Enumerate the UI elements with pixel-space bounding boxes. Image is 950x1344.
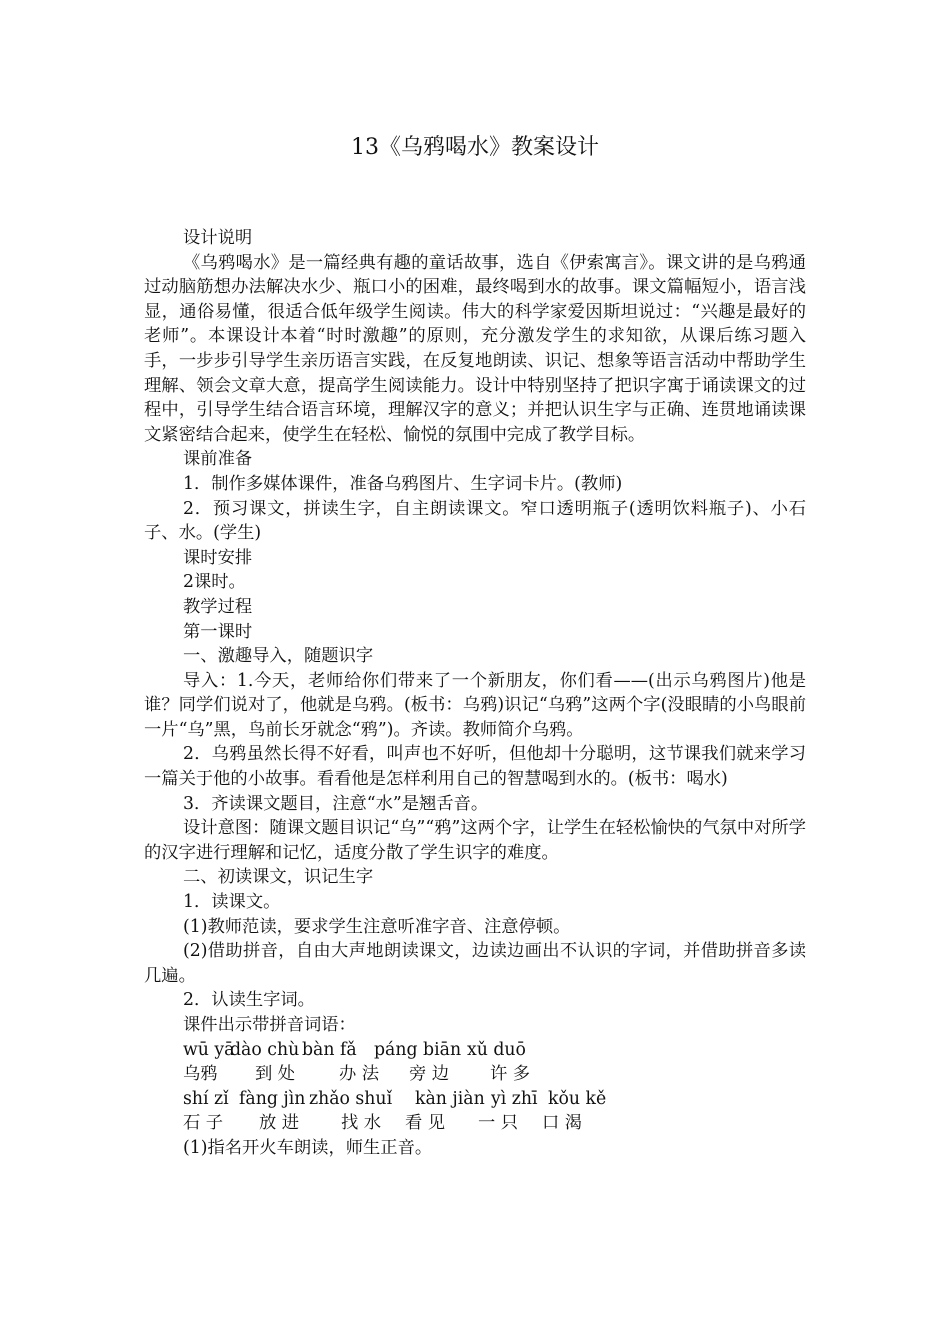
vocab-word: 放 进 [259,1113,300,1134]
vocab-row2-chars [144,1111,806,1136]
paragraph-pinyin-reading: (2)借助拼音，自由大声地朗读课文，边读边画出不认识的字词，并借助拼音多读几遍。 [144,941,806,986]
vocab-row1-chars [144,1062,806,1087]
vocab-word: 到 处 [255,1064,296,1085]
paragraph-read-text: 1．读课文。 [183,892,281,913]
vocab-pinyin: yì zhī [491,1088,538,1109]
section-heading-schedule: 课时安排 [183,547,253,568]
document-body [144,226,806,1161]
vocab-word: 办 法 [339,1064,380,1085]
section-heading-process: 教学过程 [183,596,253,617]
vocab-pinyin: kǒu kě [548,1088,607,1109]
vocab-pinyin: zhǎo shuǐ [309,1088,393,1109]
vocab-word: 看 见 [405,1113,446,1134]
vocab-pinyin: shí zǐ [183,1088,229,1109]
vocab-pinyin: páng biān [374,1039,462,1060]
vocab-pinyin: kàn jiàn [415,1088,485,1109]
paragraph-prep-1: 1．制作多媒体课件，准备乌鸦图片、生字词卡片。(教师) [183,473,623,494]
paragraph-design-notes: 《乌鸦喝水》是一篇经典有趣的童话故事，选自《伊索寓言》。课文讲的是乌鸦通过动脑筋想办法解决水少、瓶口小的困难，最终喝到水的故事。课文篇幅短小，语言浅显，通俗易懂，很适合低年级学生阅读。伟大的科学家爱因斯坦说过：“兴趣是最好的老师”。本课设计本着“时时激趣”的原则，充分激发学生的求知欲，从课后练习题入手，一步步引导学生亲历语言实践，在反复地朗读、识记、想象等语言活动中帮助学生理解、领会文章大意，提高学生阅读能力。设计中特别坚持了把识字寓于诵读课文的过程中，引导学生结合语言环境，理解汉字的意义；并把认识生字与正确、连贯地诵读课文紧密结合起来，使学生在轻松、愉悦的氛围中完成了教学目标。 [144,252,806,445]
vocab-row1-pinyin [144,1038,806,1063]
vocab-pinyin: wū yā [183,1039,235,1060]
vocab-word: 一 只 [478,1113,519,1134]
vocab-word: 旁 边 [409,1064,450,1085]
paragraph-teacher-reads: (1)教师范读，要求学生注意听准字音、注意停顿。 [183,916,571,937]
section-heading-part-one: 一、激趣导入，随题识字 [183,646,374,667]
paragraph-intro-2: 2．乌鸦虽然长得不好看，叫声也不好听，但他却十分聪明，这节课我们就来学习一篇关于他的小故事。看看他是怎样利用自己的智慧喝到水的。(板书：喝水) [144,744,806,790]
paragraph-train-reading: (1)指名开火车朗读，师生正音。 [183,1137,433,1158]
section-heading-part-two: 二、初读课文，识记生字 [183,867,374,888]
vocab-word: 乌鸦 [183,1064,218,1085]
vocab-word: 口 渴 [542,1113,583,1134]
document-title: 13《乌鸦喝水》教案设计 [351,135,599,160]
paragraph-courseware-words: 课件出示带拼音词语： [183,1015,356,1035]
paragraph-intro-3: 3．齐读课文题目，注意“水”是翘舌音。 [183,793,489,814]
paragraph-intro-1: 导入：1.今天，老师给你们带来了一个新朋友，你们看——(出示乌鸦图片)他是谁？同学们说对了，他就是乌鸦。(板书：乌鸦)识记“乌鸦”这两个字(没眼睛的小鸟眼前一片“乌”黑，鸟前长牙就念“鸦”)。齐读。教师简介乌鸦。 [144,670,806,740]
section-heading-design-notes: 设计说明 [183,228,253,248]
vocab-word: 石 子 [183,1113,224,1134]
vocab-pinyin: dào chù [230,1039,300,1060]
vocab-word: 找 水 [341,1113,382,1134]
vocab-word: 许 多 [490,1064,531,1085]
paragraph-design-intent: 设计意图：随课文题目识记“乌”“鸦”这两个字，让学生在轻松愉快的气氛中对所学的汉字进行理解和记忆，适度分散了学生识字的难度。 [144,818,806,863]
vocab-pinyin: fàng jìn [239,1088,306,1109]
paragraph-recognize-words: 2．认读生字词。 [183,990,315,1011]
paragraph-schedule: 2课时。 [183,572,246,593]
vocab-pinyin: xǔ duō [467,1039,526,1060]
section-heading-preparation: 课前准备 [183,449,253,470]
vocab-row2-pinyin [144,1087,806,1112]
section-heading-lesson-one: 第一课时 [183,621,253,642]
vocab-pinyin: bàn fǎ [302,1039,357,1060]
paragraph-prep-2: 2．预习课文，拼读生字，自主朗读课文。窄口透明瓶子(透明饮料瓶子)、小石子、水。(学生) [144,498,806,544]
